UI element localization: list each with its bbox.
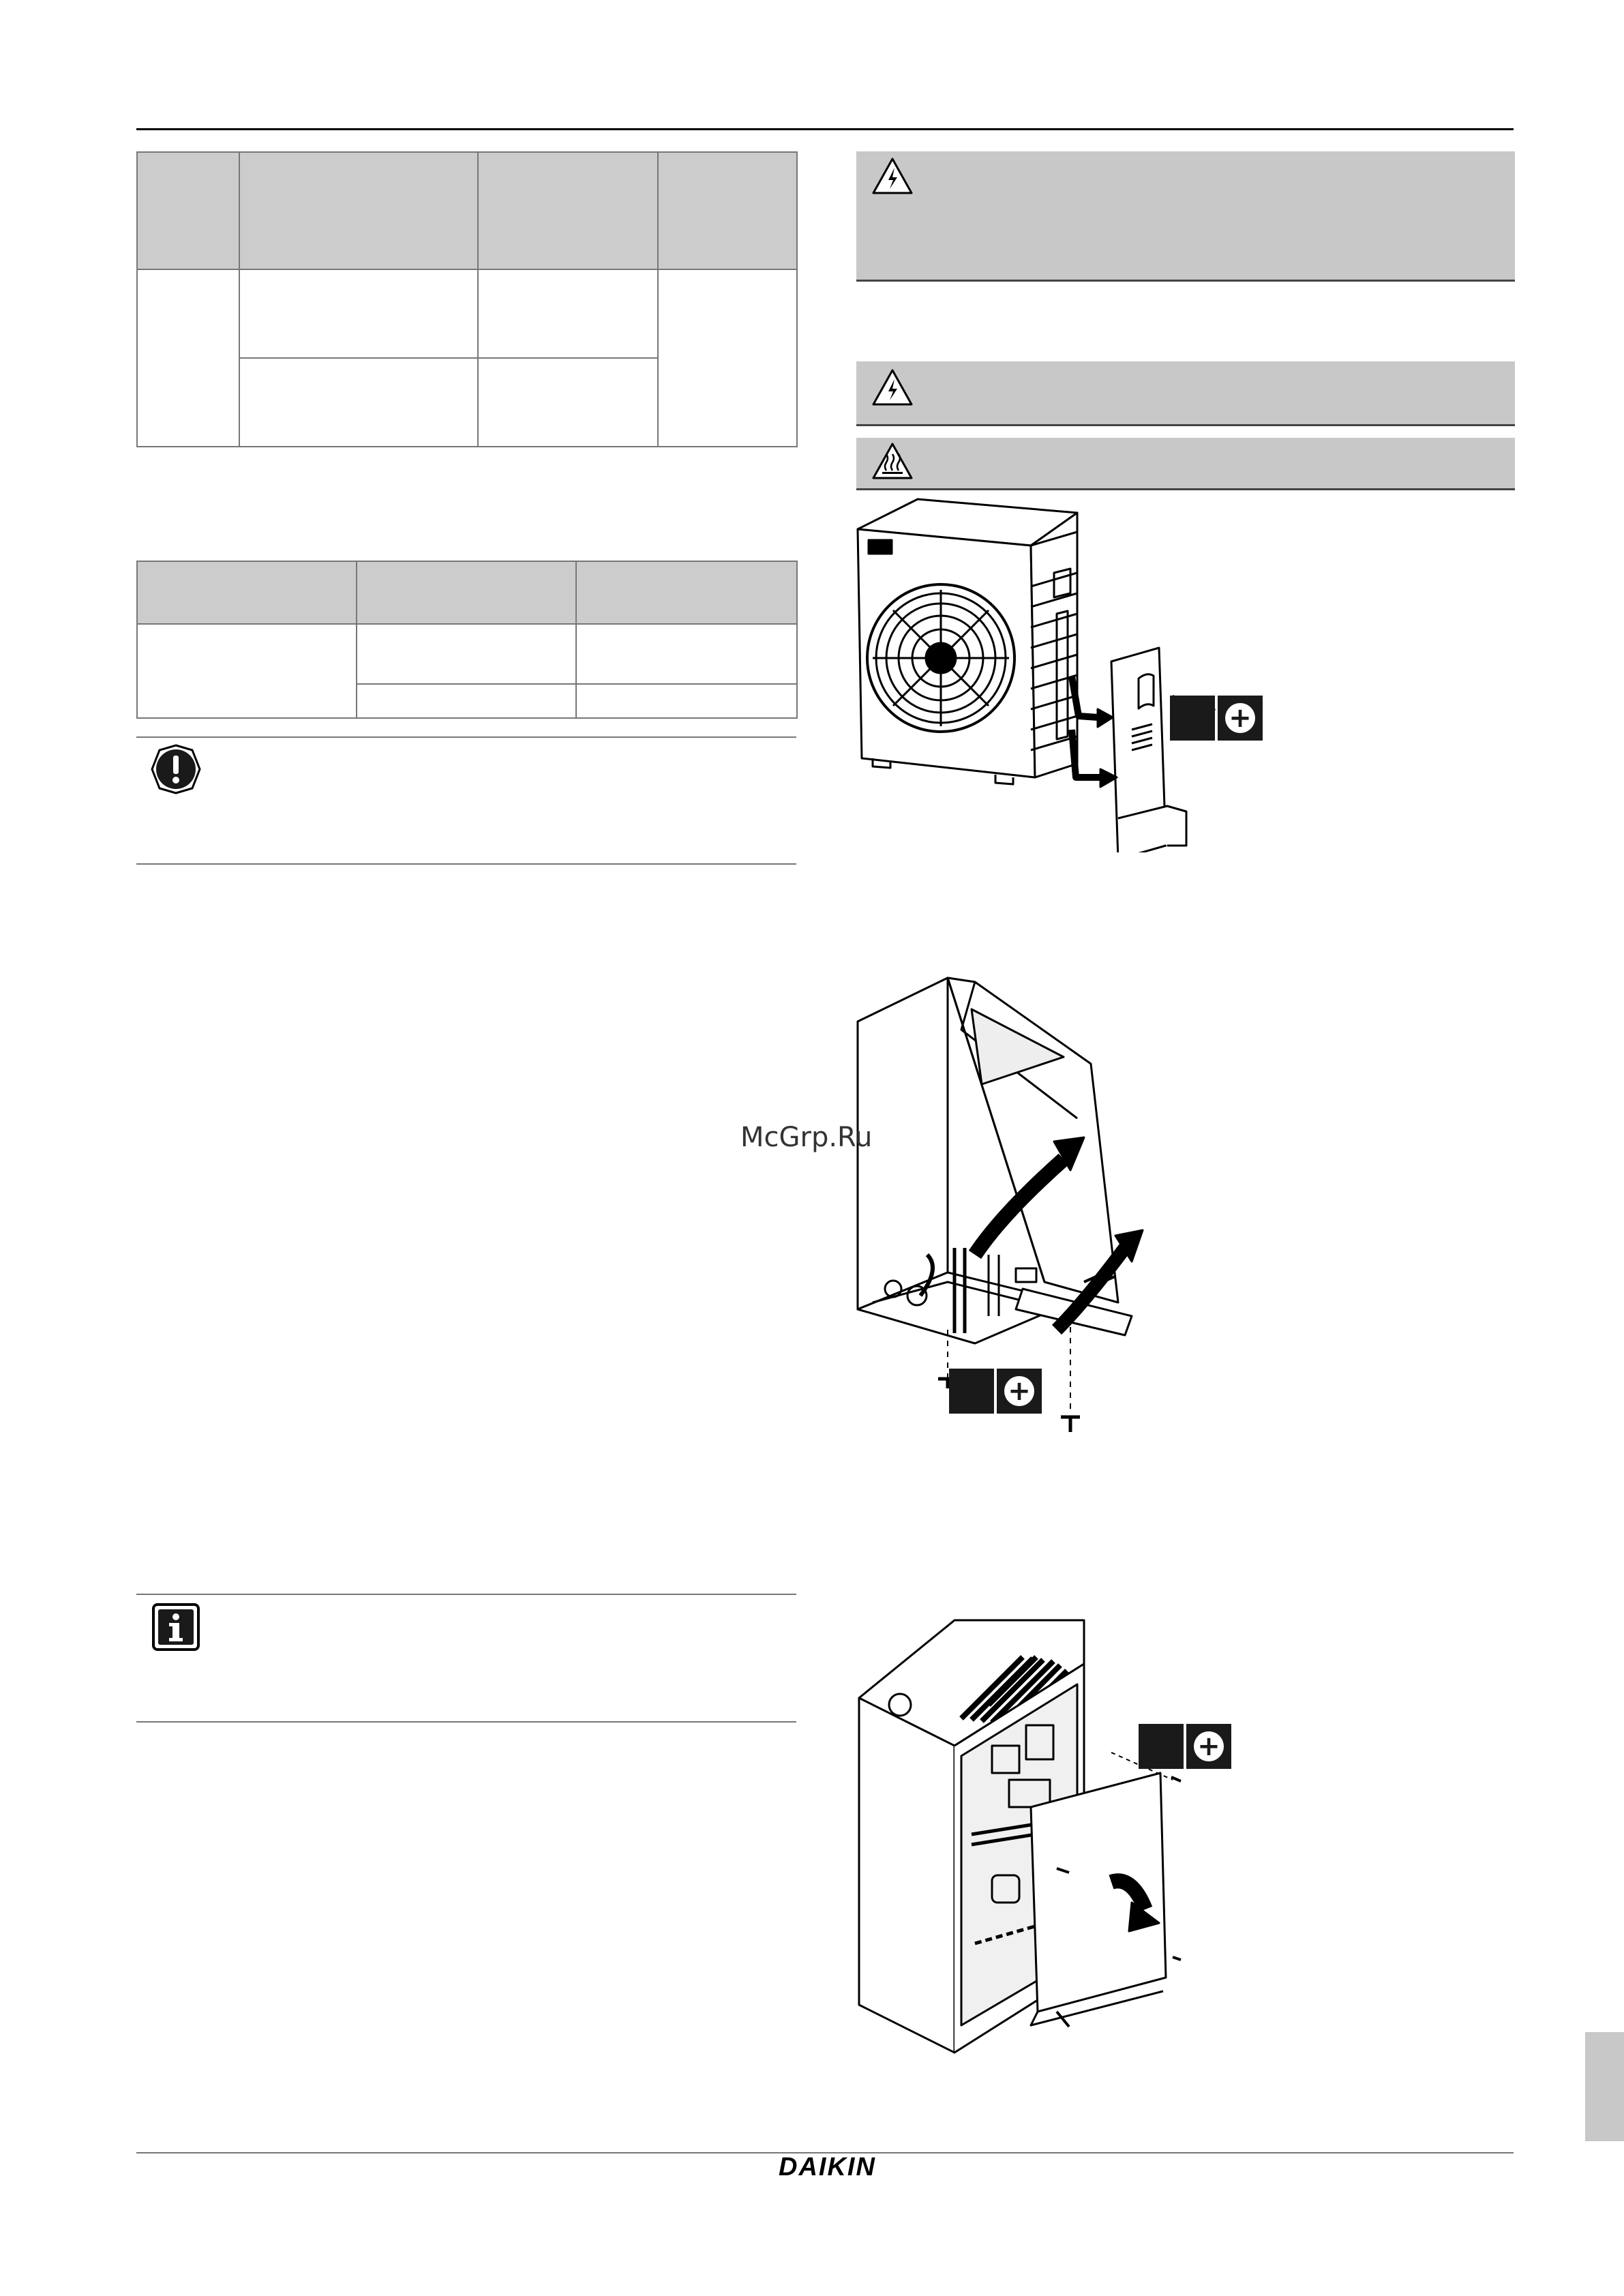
info-bottom-rule bbox=[136, 1721, 796, 1723]
exclamation-icon bbox=[150, 743, 202, 795]
table-1-cell bbox=[239, 358, 478, 447]
notice-top-rule bbox=[136, 736, 796, 738]
table-1-header-cell bbox=[658, 152, 797, 269]
table-2-cell bbox=[357, 624, 576, 684]
table-1-cell bbox=[658, 269, 797, 447]
table-2-header-cell bbox=[137, 561, 357, 624]
table-1 bbox=[136, 151, 798, 447]
daikin-logo: DAIKIN bbox=[779, 2153, 876, 2181]
switch-box-cover-removal-illustration bbox=[852, 1602, 1248, 2066]
side-tab bbox=[1585, 2032, 1624, 2141]
table-2-cell bbox=[576, 684, 797, 718]
outdoor-unit-service-cover-illustration bbox=[852, 491, 1275, 852]
danger-electrocution-bar-1 bbox=[856, 151, 1515, 282]
table-2-cell bbox=[357, 684, 576, 718]
table-1-header-cell bbox=[239, 152, 478, 269]
header-rule bbox=[136, 128, 1514, 130]
table-2-header-cell bbox=[576, 561, 797, 624]
table-1-cell bbox=[137, 269, 239, 447]
table-1-header-cell bbox=[478, 152, 658, 269]
phillips-screwdriver-icon: + bbox=[1139, 1724, 1231, 1769]
danger-hot-surface-bar bbox=[856, 438, 1515, 490]
watermark: McGrp.Ru bbox=[740, 1122, 873, 1153]
table-1-cell bbox=[239, 269, 478, 358]
danger-electrocution-bar-2 bbox=[856, 361, 1515, 426]
indoor-unit-front-panel-removal-illustration bbox=[852, 961, 1234, 1439]
information-icon bbox=[151, 1602, 200, 1652]
table-1-header-cell bbox=[137, 152, 239, 269]
info-top-rule bbox=[136, 1594, 796, 1595]
notice-bottom-rule bbox=[136, 863, 796, 865]
table-1-cell bbox=[478, 358, 658, 447]
hot-surface-icon bbox=[871, 442, 914, 480]
table-2-cell bbox=[576, 624, 797, 684]
electrical-hazard-icon bbox=[871, 157, 914, 195]
phillips-screwdriver-icon: + bbox=[1170, 696, 1263, 741]
table-2-cell bbox=[137, 624, 357, 718]
phillips-screwdriver-icon: + bbox=[949, 1369, 1042, 1414]
electrical-hazard-icon bbox=[871, 368, 914, 406]
table-1-cell bbox=[478, 269, 658, 358]
table-2 bbox=[136, 561, 798, 719]
table-2-header-cell bbox=[357, 561, 576, 624]
